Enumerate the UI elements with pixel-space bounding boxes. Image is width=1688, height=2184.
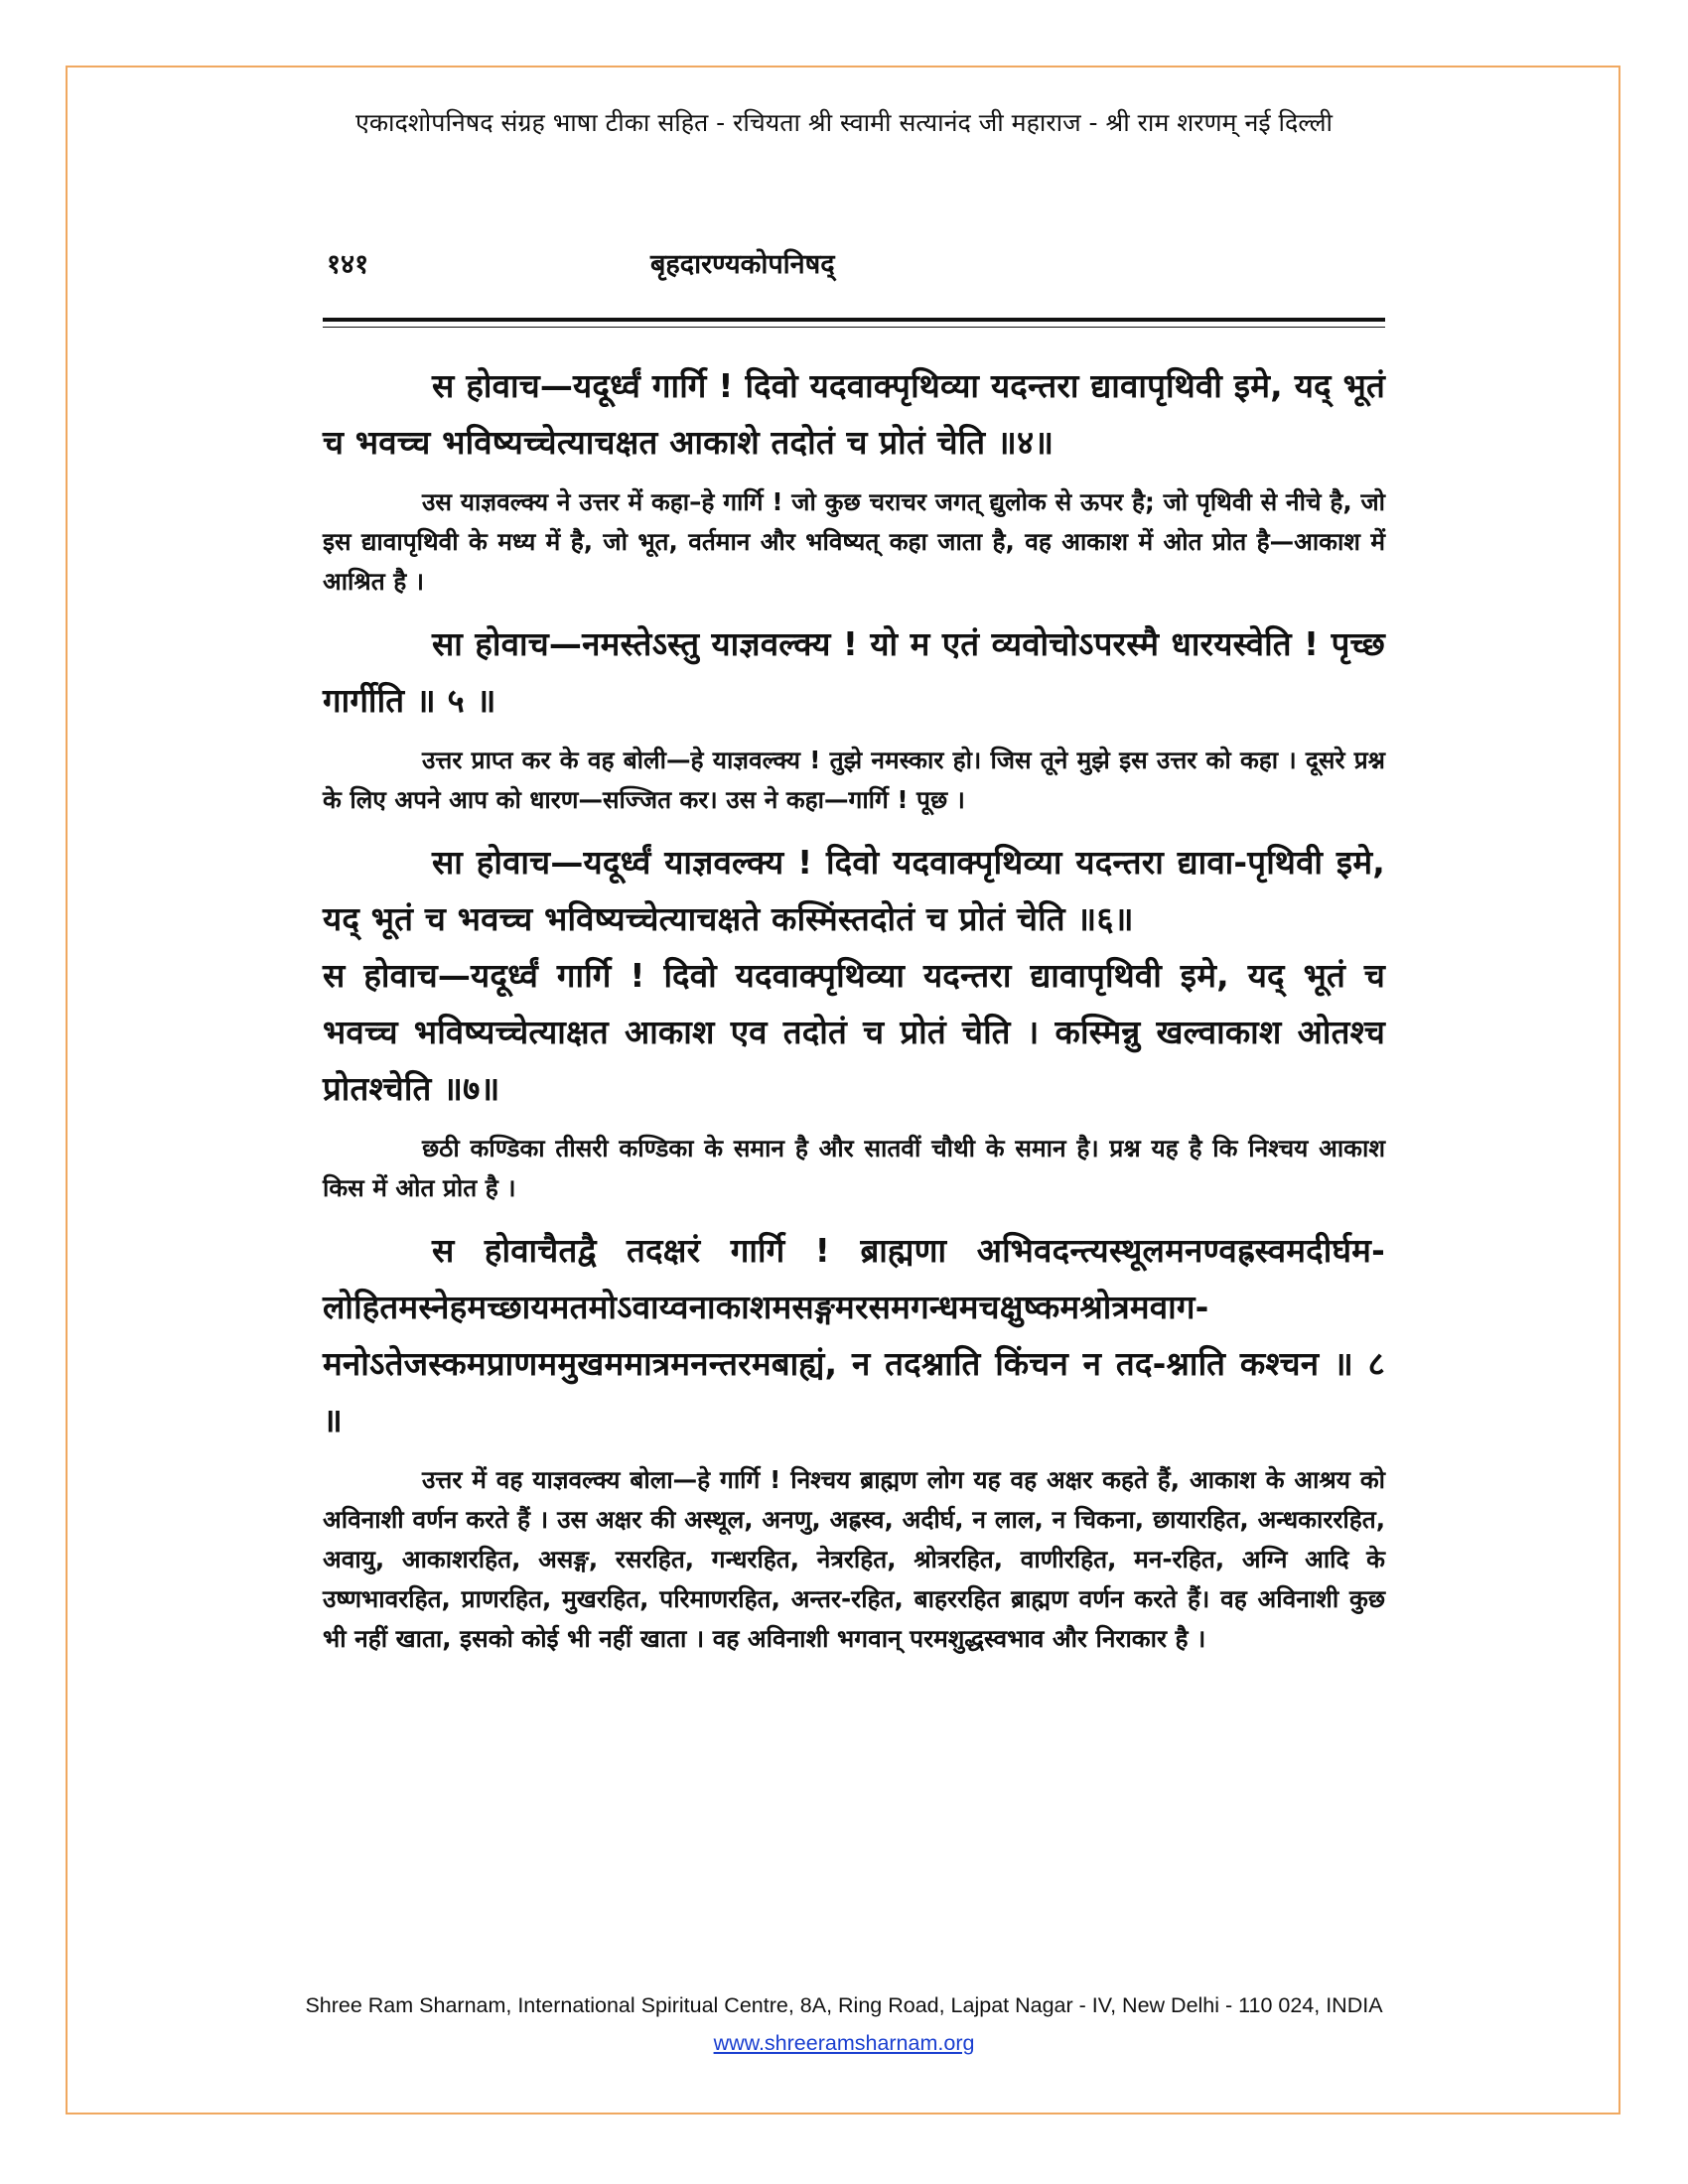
- running-title: बृहदारण्यकोपनिषद्: [650, 249, 835, 280]
- book-body-text: [323, 357, 1385, 1673]
- running-head: [323, 238, 1385, 288]
- sloka-paragraph: सा होवाच—यदूर्ध्वं याज्ञवल्क्य ! दिवो यदवाक्पृथिव्या यदन्तरा द्यावा-पृथिवी इमे, यद् भूतं च भवच्च भविष्यच्चेत्याचक्षते कस्मिंस्तदोतं च प्रोतं चेति ॥६॥: [323, 843, 1385, 938]
- page-header-title: एकादशोपनिषद संग्रह भाषा टीका सहित - रचियता श्री स्वामी सत्यानंद जी महाराज - श्री राम शरणम् नई दिल्ली: [355, 108, 1333, 137]
- website-link[interactable]: www.shreeramsharnam.org: [713, 2031, 975, 2055]
- scanned-book-page: [323, 238, 1385, 1653]
- sloka-paragraph: स होवाच—यदूर्ध्वं गार्गि ! दिवो यदवाक्पृथिव्या यदन्तरा द्यावापृथिवी इमे, यद् भूतं च भवच्च भविष्यच्चेत्याक्षत आकाश एव तदोतं च प्रोतं चेति । कस्मिन्नु खल्वाकाश ओतश्च प्रोतश्चेति ॥७॥: [323, 956, 1385, 1108]
- translation-paragraph: उत्तर में वह याज्ञवल्क्य बोला—हे गार्गि ! निश्चय ब्राह्मण लोग यह वह अक्षर कहते हैं, आकाश के आश्रय को अविनाशी वर्णन करते हैं । उस अक्षर की अस्थूल, अनणु, अह्रस्व, अदीर्घ, न लाल, न चिकना, छायारहित, अन्धकाररहित, अवायु, आकाशरहित, असङ्ग, रसरहित, गन्धरहित, नेत्ररहित, श्रोत्ररहित, वाणीरहित, मन-रहित, अग्नि आदि के उष्णभावरहित, प्राणरहित, मुखरहित, परिमाणरहित, अन्तर-रहित, बाहररहित ब्राह्मण वर्णन करते हैं। वह अविनाशी कुछ भी नहीं खाता, इसको कोई भी नहीं खाता । वह अविनाशी भगवान् परमशुद्धस्वभाव और निराकार है ।: [323, 1465, 1385, 1653]
- page-number: १४१: [327, 249, 369, 280]
- sloka-paragraph: स होवाचैतद्वै तदक्षरं गार्गि ! ब्राह्मणा अभिवदन्त्यस्थूलमनण्वह्रस्वमदीर्घम-लोहितमस्नेहमच्छायमतमोऽवाय्वनाकाशमसङ्गमरसमगन्धमचक्षुष्कमश्रोत्रमवाग-मनोऽतेजस्कमप्राणममुखममात्रमनन्तरमबाह्यं, न तदश्नाति किंचन न तद-श्नाति कश्चन ॥ ८ ॥: [323, 1231, 1385, 1439]
- translation-paragraph: उत्तर प्राप्त कर के वह बोली—हे याज्ञवल्क्य ! तुझे नमस्कार हो। जिस तूने मुझे इस उत्तर को कहा । दूसरे प्रश्न के लिए अपने आप को धारण—सज्जित कर। उस ने कहा—गार्गि ! पूछ ।: [323, 746, 1385, 814]
- translation-paragraph: उस याज्ञवल्क्य ने उत्तर में कहा–हे गार्गि ! जो कुछ चराचर जगत् द्युलोक से ऊपर है; जो पृथिवी से नीचे है, जो इस द्यावापृथिवी के मध्य में है, जो भूत, वर्तमान और भविष्यत् कहा जाता है, वह आकाश में ओत प्रोत है—आकाश में आश्रित है ।: [323, 487, 1385, 596]
- translation-paragraph: छठी कण्डिका तीसरी कण्डिका के समान है और सातवीं चौथी के समान है। प्रश्न यह है कि निश्चय आकाश किस में ओत प्रोत है ।: [323, 1134, 1385, 1202]
- sloka-paragraph: स होवाच—यदूर्ध्वं गार्गि ! दिवो यदवाक्पृथिव्या यदन्तरा द्यावापृथिवी इमे, यद् भूतं च भवच्च भविष्यच्चेत्याचक्षत आकाशे तदोतं च प्रोतं चेति ॥४॥: [323, 366, 1385, 462]
- footer-address: Shree Ram Sharnam, International Spiritual Centre, 8A, Ring Road, Lajpat Nagar - IV, New Delhi - 110 024, INDIA: [305, 1993, 1383, 2017]
- header-rule-thick: [323, 318, 1385, 322]
- sloka-paragraph: सा होवाच—नमस्तेऽस्तु याज्ञवल्क्य ! यो म एतं व्यवोचोऽपरस्मै धारयस्वेति ! पृच्छ गार्गीति ॥ ५ ॥: [323, 624, 1385, 720]
- footer-website: [0, 2031, 1688, 2056]
- header-rule-thin: [323, 327, 1385, 328]
